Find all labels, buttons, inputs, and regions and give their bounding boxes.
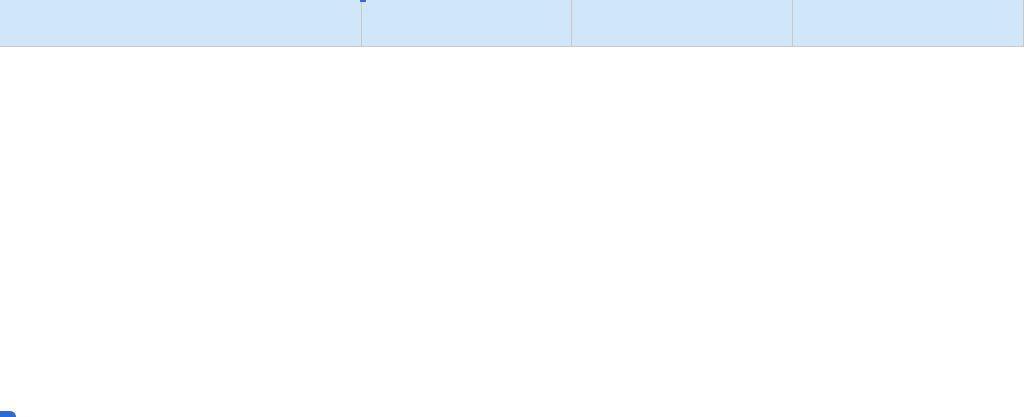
header-row (0, 0, 1024, 47)
scroll-handle[interactable] (0, 411, 16, 417)
unit-2-header[interactable] (572, 0, 793, 47)
unit-1-header[interactable] (362, 0, 572, 47)
sheet-title[interactable] (0, 0, 362, 47)
cell-selection-marker (360, 0, 366, 2)
unit-3-header[interactable] (793, 0, 1024, 47)
